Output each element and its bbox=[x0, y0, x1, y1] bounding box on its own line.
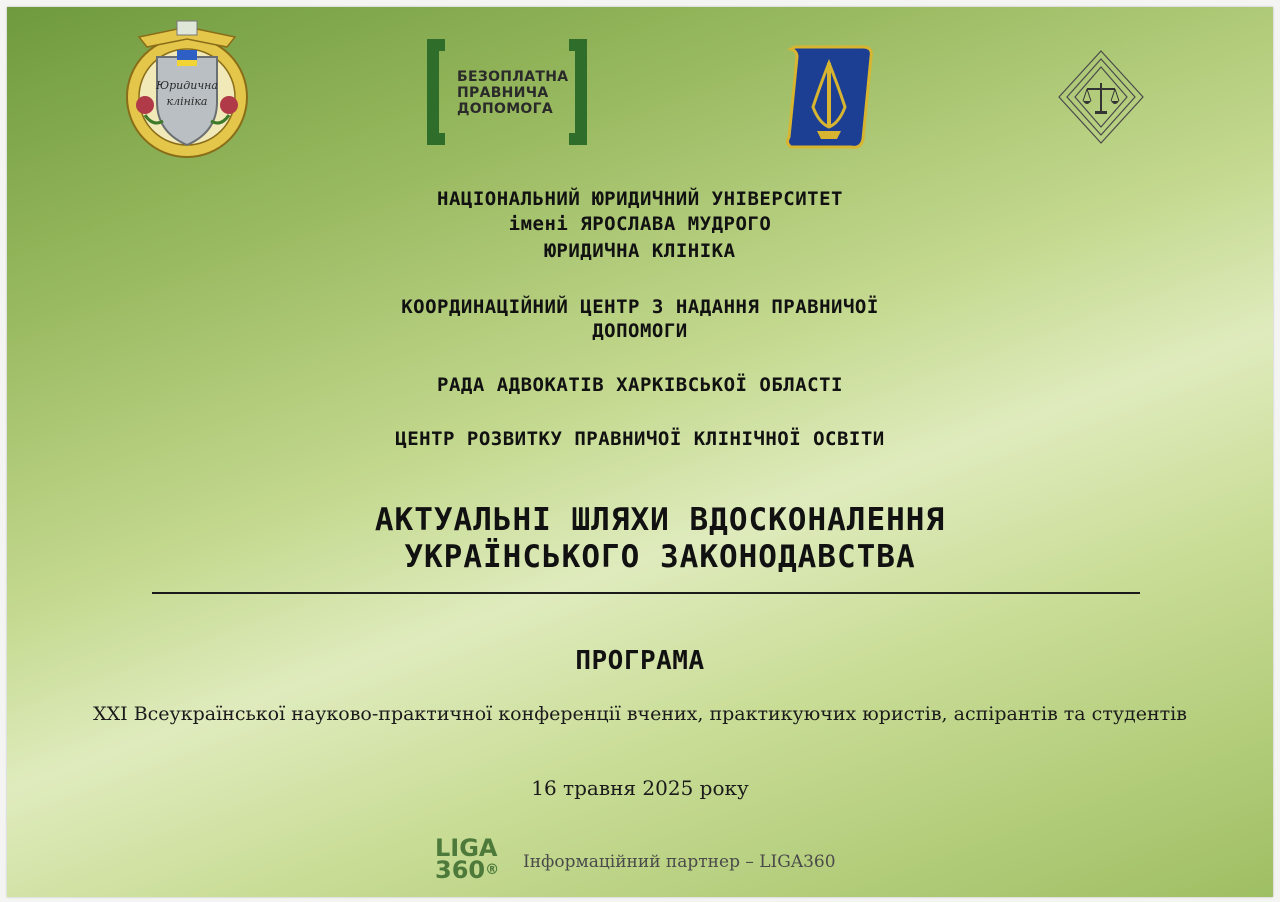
university-name-line3: ЮРИДИЧНА КЛІНІКА bbox=[544, 240, 736, 262]
coordination-center-line1: КООРДИНАЦІЙНИЙ ЦЕНТР З НАДАННЯ ПРАВНИЧОЇ bbox=[401, 296, 879, 318]
title-divider bbox=[152, 592, 1140, 594]
liga360-logo-line1: LIGA bbox=[435, 834, 498, 862]
fla-text-line2: ПРАВНИЧА bbox=[457, 85, 549, 101]
clinic-label-line1: Юридична bbox=[156, 79, 218, 92]
free-legal-aid-logo-icon bbox=[427, 39, 587, 151]
fla-text-line1: БЕЗОПЛАТНА bbox=[457, 69, 569, 85]
bar-council-name: РАДА АДВОКАТІВ ХАРКІВСЬКОЇ ОБЛАСТІ bbox=[437, 374, 843, 396]
bar-association-emblem-icon bbox=[783, 43, 875, 151]
liga360-registered-mark: ® bbox=[485, 862, 500, 878]
law-clinic-emblem-icon bbox=[117, 17, 257, 162]
liga360-logo-line2: 360® bbox=[435, 856, 500, 884]
bracket-right bbox=[569, 39, 587, 145]
free-legal-aid-text bbox=[457, 69, 567, 117]
clinic-label-line2: клініка bbox=[166, 95, 208, 108]
conference-title-line1: АКТУАЛЬНІ ШЛЯХИ ВДОСКОНАЛЕННЯ bbox=[374, 502, 946, 538]
coordination-center-line2: ДОПОМОГИ bbox=[592, 320, 688, 342]
scales-of-justice-icon bbox=[1055, 47, 1147, 157]
conference-program-cover bbox=[7, 7, 1273, 897]
fla-text-line3: ДОПОМОГА bbox=[457, 101, 553, 117]
conference-title-line2: УКРАЇНСЬКОГО ЗАКОНОДАВСТВА bbox=[404, 539, 916, 575]
information-partner-text: Інформаційний партнер – LIGA360 bbox=[523, 852, 836, 872]
clinical-center-name: ЦЕНТР РОЗВИТКУ ПРАВНИЧОЇ КЛІНІЧНОЇ ОСВІТИ bbox=[395, 428, 885, 450]
program-label: ПРОГРАМА bbox=[575, 646, 705, 676]
liga360-logo-icon bbox=[435, 834, 500, 884]
university-name-line2: імені ЯРОСЛАВА МУДРОГО bbox=[508, 213, 772, 235]
university-name-line1: НАЦІОНАЛЬНИЙ ЮРИДИЧНИЙ УНІВЕРСИТЕТ bbox=[437, 188, 843, 210]
conference-date: 16 травня 2025 року bbox=[531, 776, 749, 800]
conference-subtitle: XXI Всеукраїнської науково-практичної конференції вчених, практикуючих юристів, аспірантів та студентів bbox=[93, 703, 1187, 725]
bracket-left bbox=[427, 39, 445, 145]
